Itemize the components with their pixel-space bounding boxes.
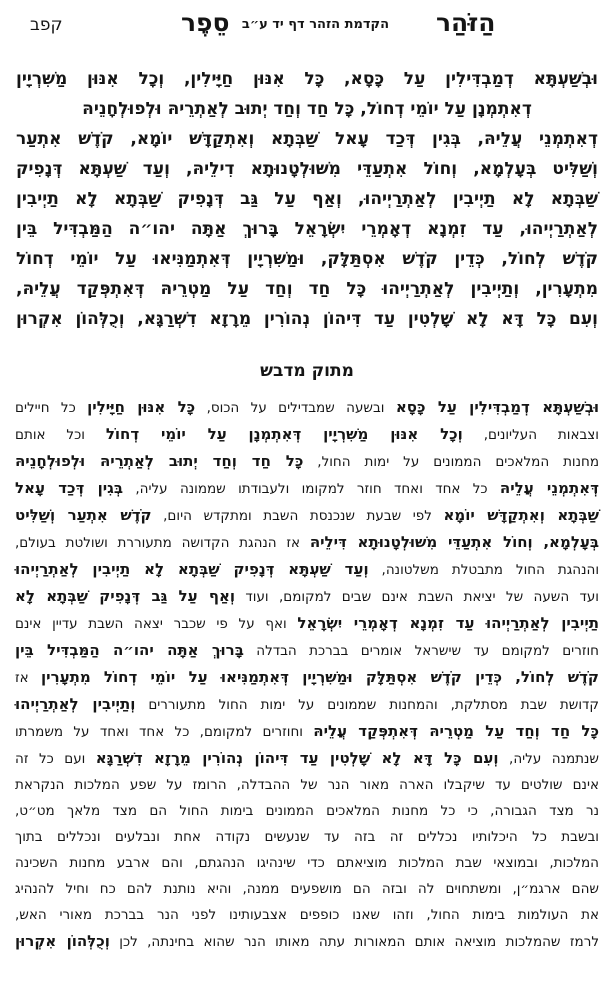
explanation-segment: מחנות המלאכים הממונים על ימות החול,: [317, 454, 600, 470]
zohar-text-line: וּבְשַׁעְתָּא דְמַבְדִּילִין עַל כָּסָא, כָּל אִנּוּן חַיָּילִין, וְכָל אִנּוּן מַשִּׁרְיָין: [16, 69, 598, 89]
zohar-quote-segment: כָּל חַד וְחַד יְתוּב לְאַתְרֵיהּ וּלְפוּלְחָנֵיהּ: [15, 452, 304, 470]
commentary-line: [15, 745, 599, 772]
zohar-text-line: דְאִתְמְנָן עַל יוֹמֵי דְחוֹל, כָּל חַד וְחַד יְתוּב לְאַתְרֵיהּ וּלְפוּלְחָנֵיהּ: [82, 99, 532, 119]
commentary-heading: מתוק מדבש: [260, 361, 354, 381]
zohar-quote-segment: וְעַד שַׁעְתָּא דְּנָפִיק שַׁבְּתָא לָא תַיְיבִין לְאַתְרַיְיהוּ: [15, 560, 369, 578]
commentary-line: [15, 691, 599, 718]
zohar-quote-segment: בָּרוּךְ אַתָּה יהו״ה הַמַּבְדִּיל בֵּין: [15, 641, 244, 659]
explanation-segment: נר מצד הגבורה, כי כל מחנות המלאכים הממונים בימות החול הם מצד מלאך מט״ט,: [15, 803, 599, 819]
zohar-quote-segment: כָּל חַד וְחַד עַל מַטְרֵיהּ דְּאִתְפְּקַד עֲלֵיהּ: [313, 722, 599, 740]
commentary-line: [15, 718, 599, 745]
explanation-segment: כל חיילים: [15, 400, 76, 416]
explanation-segment: כל אחד ואחד חוזר למקומו ולעבודתו שממונה עליה,: [135, 481, 488, 497]
explanation-segment: את העולמות בימות החול, וזהו שאנו כופפים אצבעותינו לפני הנר בברכת מאורי האש,: [15, 907, 599, 923]
commentary-line: [15, 850, 599, 876]
zohar-quote-segment: וְכָל אִנּוּן מַשִּׁרְיָין דְּאִתְמְנָן עַל יוֹמֵי דְחוֹל: [105, 425, 463, 443]
explanation-segment: וחוזרים למקומם, כל אחד ואחד על משמרתו: [15, 724, 303, 740]
book-title-hazohar: הַזֹּהַר: [436, 8, 496, 37]
commentary-line: [15, 448, 599, 475]
commentary-line: [15, 502, 599, 529]
zohar-quote-segment: וְתַיְיבִין לְאַתְרַיְיהוּ: [15, 695, 136, 713]
explanation-segment: והנהגת החול מתבטלת משלטונה,: [381, 562, 599, 578]
commentary-line: [15, 824, 599, 850]
explanation-segment: ואף על פי שכבר יצאה השבת עדיין אינם: [15, 616, 287, 632]
explanation-segment: שהם ארגמ״ן, ומשתחוים לה ובזה הם מושפעים ממנה, והיא נותנת להם כח וחיל להנהיג: [15, 881, 599, 897]
commentary-line: [15, 421, 599, 448]
commentary-line: [15, 637, 599, 664]
zohar-text-line: דְאִתְמְנֵי עֲלֵיהּ, בְּגִין דְּכַד עָאל שַׁבְּתָא וְאִתְקַדָּשׁ יוֹמָא, קֹדֶשׁ אִתְעַר: [16, 129, 598, 149]
commentary-line: [15, 475, 599, 502]
explanation-segment: וצבאות העליונים,: [483, 427, 599, 443]
zohar-quote-segment: וְאַף עַל גַּב דְּנָפִיק שַׁבְּתָא לָא: [15, 587, 236, 605]
zohar-quote-segment: בְּגִין דְּכַד עָאל: [15, 479, 124, 497]
zohar-text-line: קֹדֶשׁ לְחוֹל, כְּדֵין קֹדֶשׁ אִסְתַּלָּק, וּמַשִּׁרְיָין דְּאִתְמַנִּיאוּ עַל יוֹמֵי דְחוֹל: [16, 249, 598, 269]
commentary-line: [15, 583, 599, 610]
book-title-sefer: סֵפֶר: [181, 8, 230, 37]
zohar-quote-segment: בְּעָלְמָא, וְחוֹל אִתְעַדֵּי מִשּׁוּלְטָנוּתָא דִּילֵיהּ: [309, 533, 600, 551]
page-number: קפב: [30, 15, 63, 35]
zohar-quote-segment: תַיְיבִין לְאַתְרַיְיהוּ עַד זִמְנָא דְאָמְרֵי יִשְׂרָאֵל: [297, 614, 600, 632]
commentary-line: [15, 928, 599, 955]
commentary-line: [15, 772, 599, 798]
explanation-segment: אז: [15, 670, 29, 686]
zohar-quote-segment: וְכֻלְּהוֹן אִקְרוּן: [15, 932, 110, 950]
zohar-text-line: לְאַתְרַיְיהוּ, עַד זִמְנָא דְאָמְרֵי יִשְׂרָאֵל בָּרוּךְ אַתָּה יהו״ה הַמַּבְדִּיל בֵּין: [16, 219, 598, 239]
commentary-line: [15, 664, 599, 691]
commentary-line: [15, 529, 599, 556]
explanation-segment: שנתמנה עליה,: [509, 751, 599, 767]
zohar-quote-segment: שַׁבְּתָא וְאִתְקַדָּשׁ יוֹמָא: [443, 506, 600, 524]
explanation-segment: ועם כל זה: [15, 751, 86, 767]
explanation-segment: המלכות, ובמוצאי שבת המלכות מוציאתם כדי שינהיגו הנהגתם, והם ארבע מחנות השכינה: [15, 855, 599, 871]
explanation-segment: וכל אותם: [15, 427, 85, 443]
explanation-segment: ובשעה שמבדילים על הכוס,: [206, 400, 385, 416]
explanation-segment: חוזרים למקומם עד שישראל אומרים בברכת הבדלה: [256, 643, 599, 659]
page-header: [0, 0, 614, 50]
explanation-segment: אז הנהגת הקדושה מתעוררת ושולטת בעולם,: [15, 535, 301, 551]
zohar-quote-segment: קֹדֶשׁ אִתְעַר וְשַׁלִּיט: [15, 506, 152, 524]
section-reference: הקדמת הזהר דף יד ע״ב: [241, 17, 390, 32]
zohar-quote-segment: וְעִם כָּל דָּא לָא שָׁלְטִין עַד דִּיהוֹן נְהוֹרִין מֵרָזָא דִשְׁרַגָּא: [95, 749, 499, 767]
explanation-segment: קדושת שבת מסתלקת, והמחנות שממונים על ימות החול מתעוררים: [148, 697, 599, 713]
explanation-segment: ועד השעה של יציאת השבת אינם שבים למקומם, ועוד: [245, 589, 599, 605]
explanation-segment: אינם שולטים עד שיקבלו הארה מאור הנר של ההבדלה, הרומז על שפע המלכות הנקראת: [15, 777, 599, 793]
commentary-line: [15, 394, 599, 421]
commentary-line: [15, 902, 599, 928]
zohar-text-line: שַׁבְּתָא לָא תַיְיבִין לְאַתְרַיְיהוּ, וְאַף עַל גַּב דְּנָפִיק שַׁבְּתָא לָא תַיְיבִין: [16, 189, 598, 209]
zohar-text-block: [0, 64, 614, 334]
zohar-text-line: וְעִם כָּל דָּא לָא שָׁלְטִין עַד דִּיהוֹן נְהוֹרִין מֵרָזָא דִשְׁרַגָּא, וְכֻלְּהוֹן אִקְרוּן: [16, 309, 598, 329]
zohar-quote-segment: כָּל אִנּוּן חַיָּילִין: [87, 398, 196, 416]
commentary-line: [15, 876, 599, 902]
zohar-text-line: וְשַׁלִּיט בְּעָלְמָא, וְחוֹל אִתְעַדֵּי מִשּׁוּלְטָנוּתָא דִילֵיהּ, וְעַד שַׁעְתָּא דְּנָפִיק: [16, 159, 598, 179]
zohar-text-line: מִתְעָרִין, וְתַיְיבִין לְאַתְרַיְיהוּ כָּל חַד וְחַד עַל מַטְרֵיהּ דְּאִתְפְּקַד עֲלֵיהּ,: [16, 279, 598, 299]
explanation-segment: לפי שבעת שנכנסת השבת ומתקדש היום,: [163, 508, 432, 524]
commentary-line: [15, 610, 599, 637]
explanation-segment: לרמז שהמלכות מוציאה אותם המאורות עתה מאותו הנר שהוא בחינתה, לכן: [119, 934, 599, 950]
zohar-quote-segment: קֹדֶשׁ לְחוֹל, כְּדֵין קֹדֶשׁ אִסְתַּלָּק וּמַשִּׁרְיָין דְּאִתְמַנִּיאוּ עַל יוֹמֵי דְחוֹל מִתְעָרִין: [41, 668, 599, 686]
explanation-segment: ובשבת כל היכלותיו נכללים זה בזה עד שנעשים נקודה אחת ונבלעים ונכללים בתוך: [15, 829, 599, 845]
zohar-quote-segment: וּבְשַׁעְתָּא דְמַבְדִּילִין עַל כָּסָא: [395, 398, 600, 416]
commentary-block: [0, 394, 614, 955]
zohar-quote-segment: דְּאִתְמְנֵי עֲלֵיהּ: [499, 479, 599, 497]
commentary-line: [15, 798, 599, 824]
commentary-line: [15, 556, 599, 583]
